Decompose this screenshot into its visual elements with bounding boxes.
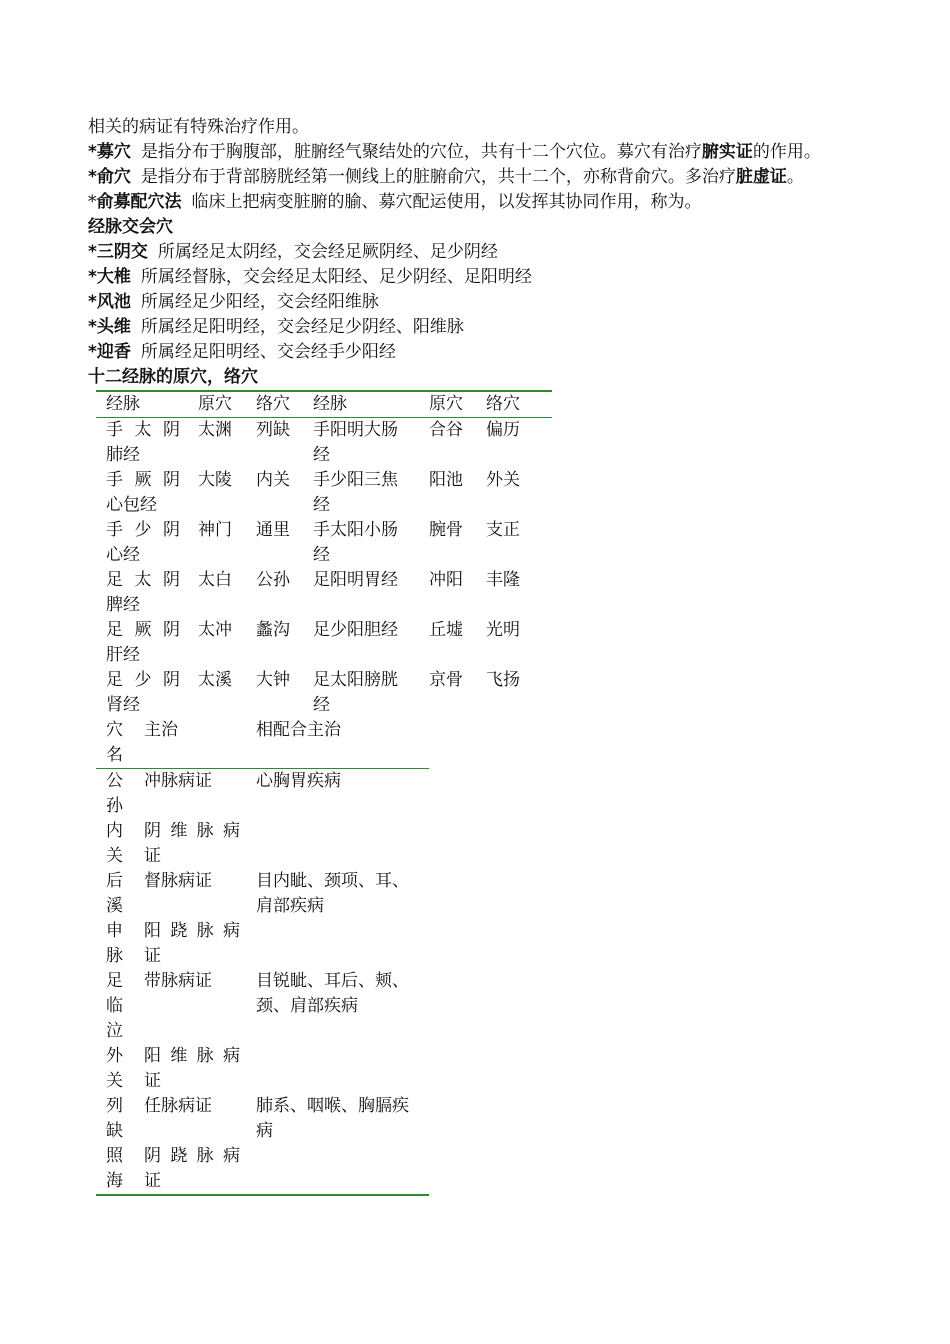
yuan-cell: 太渊 [198, 420, 232, 440]
peixue-star: * [88, 192, 97, 212]
jiaohui-text: 所属经督脉，交会经足太阳经、足少阴经、足阳明经 [140, 267, 532, 287]
heading-jiaohui: 经脉交会穴 [88, 217, 173, 237]
combined-indication-cell [256, 819, 429, 869]
jiaohui-item [88, 315, 878, 340]
jiaohui-item [88, 240, 878, 265]
luo-cell: 偏历 [486, 420, 520, 440]
jiaohui-star: * [88, 292, 97, 312]
point-name-cell: 内 关 [106, 821, 123, 866]
luo-cell: 大钟 [256, 670, 290, 690]
header-cell: 络穴 [486, 391, 552, 418]
main-indication-cell: 任脉病证 [144, 1096, 212, 1116]
yuan-cell: 京骨 [429, 670, 463, 690]
header-cell: 相配合主治 [256, 718, 429, 769]
table-row [96, 418, 552, 469]
yuan-cell: 神门 [198, 520, 232, 540]
yuan-cell: 大陵 [198, 470, 232, 490]
luo-cell: 支正 [486, 520, 520, 540]
bamai-table [96, 718, 429, 1196]
mu-text: 是指分布于胸腹部，脏腑经气聚结处的穴位，共有十二个穴位。募穴有治疗 [140, 142, 702, 162]
mu-text-end: 的作用。 [752, 142, 821, 162]
luo-cell: 列缺 [256, 420, 290, 440]
combined-indication-cell: 目内眦、颈项、耳、 肩部疾病 [256, 871, 409, 916]
main-indication-cell: 冲脉病证 [144, 771, 212, 791]
document-page [88, 115, 878, 1196]
point-name-cell: 列 缺 [106, 1096, 123, 1141]
jiaohui-term: 风池 [96, 292, 131, 312]
jiaohui-text: 所属经足阳明经、交会经手少阳经 [140, 342, 396, 362]
meridian-cell: 足 太 阴 脾经 [106, 570, 180, 615]
jiaohui-item [88, 340, 878, 365]
header-cell: 主治 [144, 718, 256, 769]
table-row [96, 518, 552, 568]
peixue-text: 临床上把病变脏腑的腧、募穴配运使用，以发挥其协同作用，称为。 [191, 192, 702, 212]
yuan-cell: 腕骨 [429, 520, 463, 540]
shu-paragraph [88, 165, 878, 190]
shu-text-end: 。 [786, 167, 804, 187]
table-row [96, 568, 552, 618]
header-cell: 原穴 [198, 391, 256, 418]
meridian-cell: 手阳明大肠 经 [313, 420, 398, 465]
jiaohui-term: 头维 [96, 317, 131, 337]
meridian-cell: 足少阳胆经 [313, 620, 398, 640]
main-indication-cell: 阳 维 脉 病 证 [144, 1046, 240, 1091]
luo-cell: 外关 [486, 470, 520, 490]
peixue-paragraph [88, 190, 878, 215]
table-row [96, 919, 429, 969]
combined-indication-cell: 肺系、咽喉、胸膈疾 病 [256, 1096, 409, 1141]
meridian-cell: 手 少 阴 心经 [106, 520, 180, 565]
table-row [96, 668, 552, 718]
point-name-cell: 足 临 泣 [106, 971, 123, 1041]
main-indication-cell: 阴 维 脉 病 证 [144, 821, 240, 866]
main-indication-cell: 督脉病证 [144, 871, 212, 891]
meridian-cell: 足太阳膀胱 经 [313, 670, 398, 715]
header-cell: 经脉 [96, 391, 198, 418]
yuan-cell: 太溪 [198, 670, 232, 690]
luo-cell: 公孙 [256, 570, 290, 590]
jiaohui-term: 迎香 [96, 342, 131, 362]
combined-indication-cell [256, 1144, 429, 1194]
jiaohui-text: 所属经足阳明经，交会经足少阴经、阳维脉 [140, 317, 464, 337]
luo-cell: 丰隆 [486, 570, 520, 590]
luo-cell: 内关 [256, 470, 290, 490]
header-cell: 原穴 [429, 391, 486, 418]
combined-indication-cell: 目锐眦、耳后、颊、 颈、肩部疾病 [256, 971, 409, 1016]
bamai-header-row [96, 718, 429, 769]
meridian-cell: 手 太 阴 肺经 [106, 420, 180, 465]
table-row [96, 769, 429, 820]
peixue-term: 俞募配穴法 [96, 192, 182, 212]
yuanluo-table [96, 390, 552, 718]
jiaohui-term: 大椎 [96, 267, 131, 287]
mu-paragraph [88, 140, 873, 165]
luo-cell: 通里 [256, 520, 290, 540]
jiaohui-term: 三阴交 [96, 242, 148, 262]
header-cell: 经脉 [313, 391, 429, 418]
yuan-cell: 冲阳 [429, 570, 463, 590]
table-row [96, 618, 552, 668]
header-cell: 络穴 [256, 391, 313, 418]
intro-line: 相关的病证有特殊治疗作用。 [88, 117, 309, 137]
main-indication-cell: 阴 跷 脉 病 证 [144, 1146, 240, 1191]
meridian-cell: 手 厥 阴 心包经 [106, 470, 180, 515]
point-name-cell: 后 溪 [106, 871, 123, 916]
meridian-cell: 足 厥 阴 肝经 [106, 620, 180, 665]
shu-text: 是指分布于背部膀胱经第一侧线上的脏腑俞穴，共十二个，亦称背俞穴。多治疗 [140, 167, 736, 187]
shu-bold: 脏虚证 [735, 167, 787, 187]
table-row [96, 869, 429, 919]
meridian-cell: 足阳明胃经 [313, 570, 398, 590]
main-indication-cell: 阳 跷 脉 病 证 [144, 921, 240, 966]
jiaohui-star: * [88, 342, 97, 362]
shu-star: * [88, 167, 97, 187]
table-row [96, 819, 429, 869]
shu-term: 俞穴 [96, 167, 131, 187]
yuan-cell: 丘墟 [429, 620, 463, 640]
point-name-cell: 外 关 [106, 1046, 123, 1091]
yuan-cell: 阳池 [429, 470, 463, 490]
jiaohui-star: * [88, 242, 97, 262]
table-row [96, 468, 552, 518]
table-row [96, 969, 429, 1044]
point-name-cell: 公 孙 [106, 771, 123, 816]
mu-bold: 腑实证 [701, 142, 753, 162]
combined-indication-cell: 心胸胃疾病 [256, 771, 341, 791]
yuan-cell: 合谷 [429, 420, 463, 440]
jiaohui-item [88, 290, 878, 315]
luo-cell: 飞扬 [486, 670, 520, 690]
luo-cell: 光明 [486, 620, 520, 640]
point-name-cell: 照 海 [106, 1146, 123, 1191]
mu-star: * [88, 142, 97, 162]
yuan-cell: 太白 [198, 570, 232, 590]
main-indication-cell: 带脉病证 [144, 971, 212, 991]
jiaohui-text: 所属经足少阳经，交会经阳维脉 [140, 292, 379, 312]
table-header-row [96, 391, 552, 418]
table-row [96, 1044, 429, 1094]
jiaohui-star: * [88, 267, 97, 287]
header-cell: 穴 名 [96, 718, 144, 769]
meridian-cell: 手少阳三焦 经 [313, 470, 398, 515]
combined-indication-cell [256, 1044, 429, 1094]
mu-term: 募穴 [96, 142, 131, 162]
luo-cell: 蠡沟 [256, 620, 290, 640]
table-row [96, 1144, 429, 1194]
yuan-cell: 太冲 [198, 620, 232, 640]
combined-indication-cell [256, 919, 429, 969]
heading-yuanluo: 十二经脉的原穴，络穴 [88, 367, 258, 387]
point-name-cell: 申 脉 [106, 921, 123, 966]
jiaohui-item [88, 265, 878, 290]
jiaohui-text: 所属经足太阴经，交会经足厥阴经、足少阴经 [157, 242, 498, 262]
meridian-cell: 足 少 阴 肾经 [106, 670, 180, 715]
meridian-cell: 手太阳小肠 经 [313, 520, 398, 565]
table-row [96, 1094, 429, 1144]
jiaohui-star: * [88, 317, 97, 337]
